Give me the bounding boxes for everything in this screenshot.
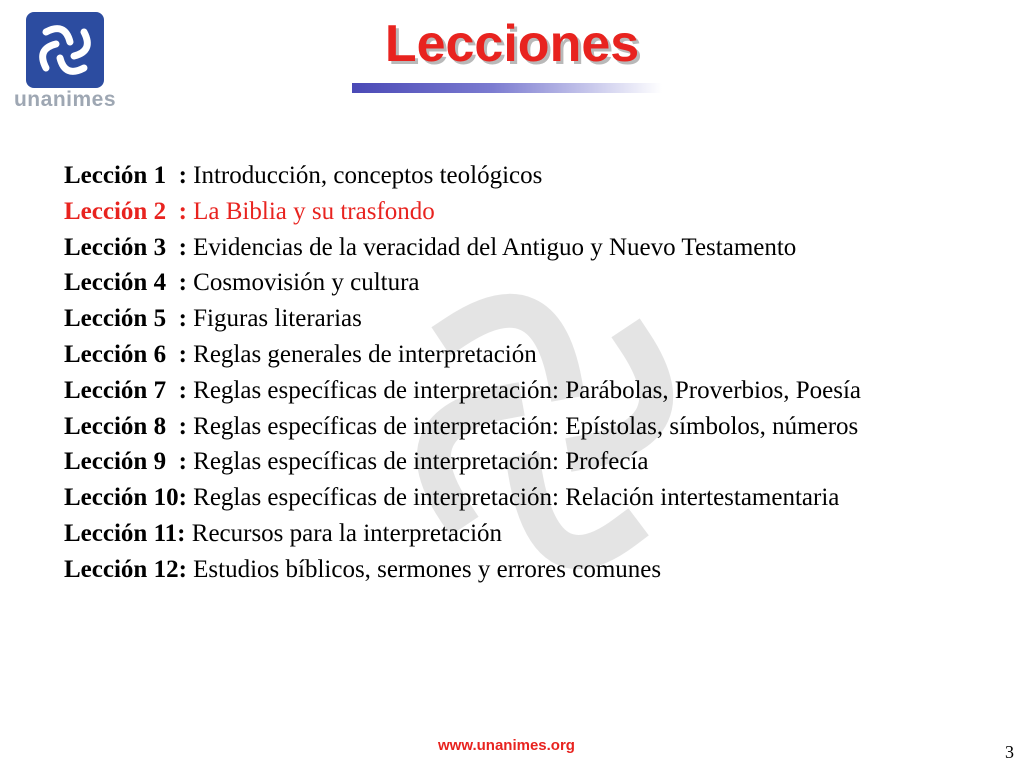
lesson-number: Lección 10: <box>64 484 187 512</box>
title-underline <box>352 83 662 93</box>
page-number: 3 <box>1005 742 1014 762</box>
lesson-text: Cosmovisión y cultura <box>186 269 420 297</box>
lesson-text: Introducción, conceptos teológicos <box>186 162 543 189</box>
lesson-text: Reglas específicas de interpretación: Epístolas, símbolos, números <box>186 412 859 440</box>
lesson-text: Evidencias de la veracidad del Antiguo y Nuevo Testamento <box>186 233 797 261</box>
lesson-text: Reglas específicas de interpretación: Relación intertestamentaria <box>186 484 840 512</box>
lesson-number: Lección 11: <box>64 519 186 547</box>
lesson-number: Lección 2 : <box>64 197 187 225</box>
logo <box>10 8 120 112</box>
lesson-number: Lección 5 : <box>64 305 187 333</box>
lesson-item <box>64 444 861 480</box>
lesson-item <box>64 158 861 194</box>
lesson-item <box>64 337 861 373</box>
lesson-number: Lección 6 : <box>64 340 187 368</box>
lesson-text: Figuras literarias <box>186 305 362 333</box>
lesson-item <box>64 552 861 588</box>
lesson-item <box>64 230 861 266</box>
lesson-item <box>64 516 861 552</box>
lesson-item <box>64 265 861 301</box>
lesson-item <box>64 409 861 445</box>
lesson-text: Reglas específicas de interpretación: Profecía <box>186 448 649 476</box>
lesson-text: Estudios bíblicos, sermones y errores comunes <box>186 555 662 583</box>
lesson-list <box>64 158 861 588</box>
unanimes-logo-icon <box>26 12 104 88</box>
footer-url[interactable]: www.unanimes.org <box>438 737 575 754</box>
lesson-number: Lección 7 : <box>64 376 187 404</box>
lesson-item <box>64 373 861 409</box>
lesson-item <box>64 480 861 516</box>
lesson-number: Lección 8 : <box>64 412 187 440</box>
lesson-item <box>64 194 861 230</box>
lesson-number: Lección 4 : <box>64 269 187 297</box>
lesson-text: Reglas específicas de interpretación: Parábolas, Proverbios, Poesía <box>186 376 861 404</box>
lesson-number: Lección 9 : <box>64 448 187 476</box>
lesson-text: La Biblia y su trasfondo <box>186 197 435 225</box>
lesson-text: Recursos para la interpretación <box>185 519 503 547</box>
lesson-number: Lección 1 : <box>64 162 187 189</box>
lesson-item <box>64 301 861 337</box>
lesson-number: Lección 12: <box>64 555 187 583</box>
logo-text: unanimes <box>13 88 117 111</box>
lesson-number: Lección 3 : <box>64 233 187 261</box>
slide-title: Lecciones <box>384 15 640 73</box>
lesson-text: Reglas generales de interpretación <box>186 340 537 368</box>
